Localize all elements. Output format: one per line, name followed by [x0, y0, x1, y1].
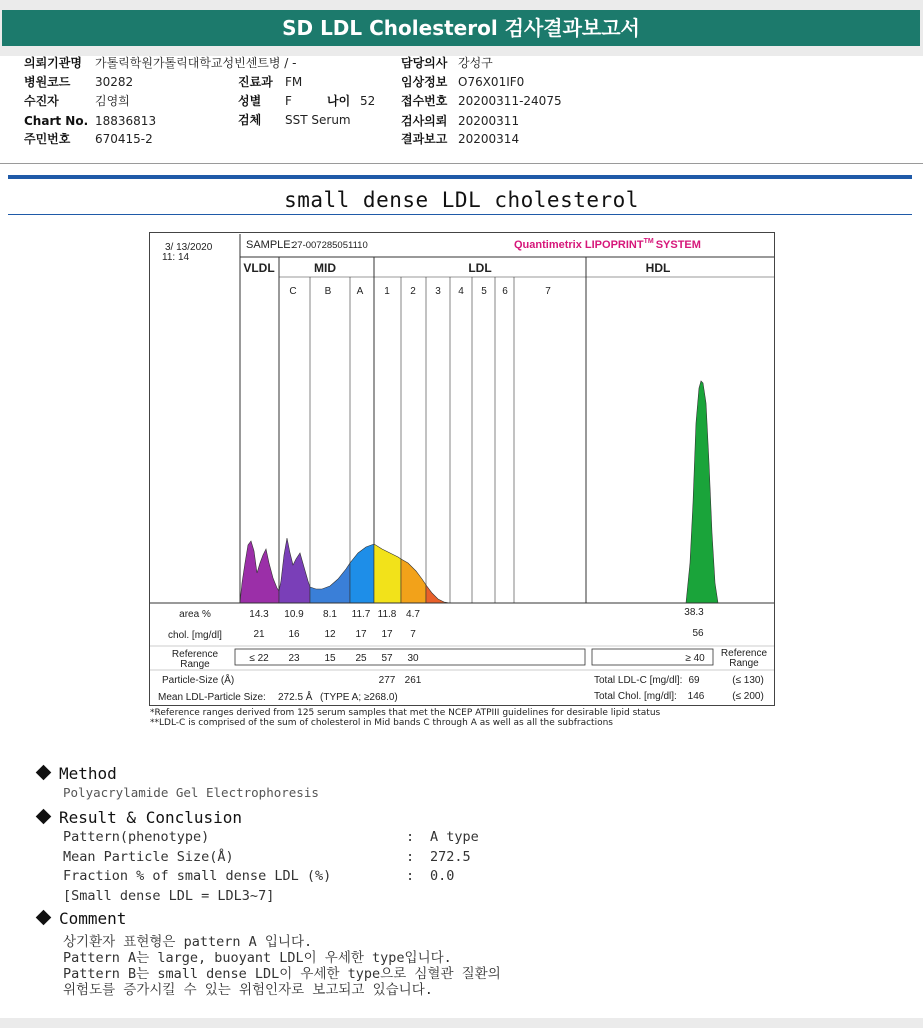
receipt-value: 20200311-24075	[458, 94, 562, 108]
patient-name-value: 김영희	[95, 94, 130, 108]
sex-label: 성별	[238, 94, 262, 108]
patient-name-label: 수진자	[24, 94, 59, 108]
table-cell: 7	[410, 629, 416, 640]
mid-a-peak	[350, 544, 374, 603]
dept-label: 진료과	[238, 75, 273, 89]
total-chol-label: Total Chol. [mg/dl]:	[594, 691, 677, 702]
method-text: Polyacrylamide Gel Electrophoresis	[63, 785, 319, 800]
sample-label: SAMPLE:	[246, 239, 294, 251]
result-note: [Small dense LDL = LDL3~7]	[63, 888, 275, 904]
clinical-value: O76X01IF0	[458, 75, 525, 89]
rrn-label: 주민번호	[24, 132, 71, 146]
band-group-label: LDL	[468, 261, 492, 275]
result-row-value: A type	[430, 829, 479, 845]
table-cell: 38.3	[684, 607, 704, 618]
brand-logo: Quantimetrix LIPOPRINT™ SYSTEM	[514, 238, 701, 251]
table-cell: ≤ 22	[249, 653, 269, 664]
doctor-label: 담당의사	[401, 56, 448, 70]
table-cell: 21	[253, 629, 265, 640]
ldl-band-label: 7	[545, 286, 551, 297]
table-cell: 30	[407, 653, 419, 664]
table-cell: 23	[288, 653, 300, 664]
table-cell: ≥ 40	[685, 653, 705, 664]
chol-label: chol. [mg/dl]	[168, 630, 222, 641]
table-cell: (TYPE A; ≥268.0)	[320, 692, 398, 703]
blue-rule-bottom	[8, 214, 912, 215]
ref-label: Range	[729, 658, 759, 669]
table-cell: 11.7	[351, 609, 371, 620]
comment-line: Pattern B는 small dense LDL이 우세한 type으로 심혈관 질환의	[63, 966, 501, 982]
hdl-peak	[686, 381, 718, 603]
result-heading: Result & Conclusion	[38, 808, 242, 827]
band-group-label: MID	[314, 261, 336, 275]
page-title: SD LDL Cholesterol 검사결과보고서	[2, 10, 920, 46]
ldl-band-label: 5	[481, 286, 487, 297]
area-label: area %	[179, 609, 211, 620]
report-date-label: 결과보고	[401, 132, 448, 146]
sample-id: 27-007285051110	[292, 240, 368, 251]
band-group-label: HDL	[645, 261, 671, 275]
chart-svg	[150, 233, 774, 705]
report-date-value: 20200314	[458, 132, 520, 146]
comment-line: 위험도를 증가시킬 수 있는 위험인자로 보고되고 있습니다.	[63, 982, 433, 998]
ldl3-tail	[426, 585, 450, 603]
chart-no-label: Chart No.	[24, 114, 89, 128]
report-title: small dense LDL cholesterol	[284, 188, 639, 212]
table-cell: 272.5 Å	[278, 692, 313, 703]
hospital-code-value: 30282	[95, 75, 134, 89]
diamond-bullet-icon	[36, 809, 52, 825]
ldl-band-label: 4	[458, 286, 464, 297]
table-cell: 146	[687, 691, 705, 702]
result-row-sep: :	[406, 868, 415, 884]
sex-value: F	[285, 94, 292, 108]
result-row-label: Fraction % of small dense LDL (%)	[63, 868, 332, 884]
result-row-sep: :	[406, 829, 415, 845]
age-label: 나이	[327, 94, 351, 108]
result-row-label: Mean Particle Size(Å)	[63, 849, 234, 865]
chart-date: 3/ 13/2020	[165, 242, 213, 253]
age-value: 52	[360, 94, 376, 108]
mid-band-label: C	[289, 286, 297, 297]
patient-info	[0, 0, 923, 160]
institution-value: 가톨릭학원가톨릭대학교성빈센트병 / -	[95, 56, 297, 70]
table-cell: 17	[355, 629, 367, 640]
diamond-bullet-icon	[36, 765, 52, 781]
ldl-band-label: 1	[384, 286, 390, 297]
chart-no-value: 18836813	[95, 114, 157, 128]
table-cell: 12	[324, 629, 336, 640]
table-cell: (≤ 130)	[732, 675, 764, 686]
info-divider	[0, 163, 923, 164]
ldl1-peak	[374, 544, 401, 603]
footnote-1: *Reference ranges derived from 125 serum samples that met the NCEP ATPIII guidelines for desirable lipid status	[150, 708, 661, 718]
comment-line: Pattern A는 large, buoyant LDL이 우세한 type입니다.	[63, 950, 452, 966]
table-cell: 261	[404, 675, 422, 686]
table-cell: 8.1	[323, 609, 337, 620]
dept-value: FM	[285, 75, 303, 89]
table-cell: 4.7	[406, 609, 420, 620]
ref-label: Range	[180, 659, 210, 670]
table-cell: 25	[355, 653, 367, 664]
chart-time: 11: 14	[162, 252, 190, 263]
band-group-label: VLDL	[243, 261, 275, 275]
result-row-value: 0.0	[430, 868, 455, 884]
mid-band-label: B	[324, 286, 332, 297]
table-cell: 56	[692, 628, 704, 639]
table-cell: 69	[688, 675, 700, 686]
result-row-sep: :	[406, 849, 415, 865]
comment-heading: Comment	[38, 909, 126, 928]
specimen-label: 검체	[238, 113, 262, 127]
mid-b-peak	[310, 563, 350, 603]
ref-label: Reference	[171, 649, 219, 660]
comment-line: 상기환자 표현형은 pattern A 입니다.	[63, 934, 313, 950]
particle-label: Particle-Size (Å)	[162, 675, 235, 686]
ldl-band-label: 2	[410, 286, 416, 297]
blue-rule-top	[8, 175, 912, 179]
table-cell: (≤ 200)	[732, 691, 764, 702]
table-cell: 57	[381, 653, 393, 664]
doctor-value: 강성구	[458, 56, 493, 70]
table-cell: 14.3	[249, 609, 269, 620]
footer-bar	[0, 1018, 923, 1028]
hospital-code-label: 병원코드	[24, 75, 71, 89]
mean-label: Mean LDL-Particle Size:	[158, 692, 266, 703]
result-row-value: 272.5	[430, 849, 471, 865]
receipt-label: 접수번호	[401, 94, 448, 108]
institution-label: 의뢰기관명	[24, 56, 82, 70]
table-cell: 15	[324, 653, 336, 664]
mid-c-peak	[279, 538, 310, 603]
diamond-bullet-icon	[36, 910, 52, 926]
clinical-label: 임상정보	[401, 75, 448, 89]
total-ldl-label: Total LDL-C [mg/dl]:	[594, 675, 683, 686]
rrn-value: 670415-2	[95, 132, 153, 146]
table-cell: 16	[288, 629, 300, 640]
ldl-band-label: 3	[435, 286, 441, 297]
ref-label: Reference	[720, 648, 768, 659]
request-date-value: 20200311	[458, 114, 520, 128]
electrophoresis-chart	[149, 232, 775, 706]
table-cell: 17	[381, 629, 393, 640]
ldl2-peak	[401, 559, 426, 603]
table-cell: 10.9	[284, 609, 304, 620]
table-cell: 277	[378, 675, 396, 686]
table-cell: 11.8	[377, 609, 397, 620]
ldl-band-label: 6	[502, 286, 508, 297]
vldl-peak	[240, 541, 279, 603]
request-date-label: 검사의뢰	[401, 114, 448, 128]
method-heading: Method	[38, 764, 117, 783]
mid-band-label: A	[356, 286, 364, 297]
footnote-2: **LDL-C is comprised of the sum of cholesterol in Mid bands C through A as well as all the subfractions	[150, 718, 613, 728]
specimen-value: SST Serum	[285, 113, 351, 127]
result-row-label: Pattern(phenotype)	[63, 829, 210, 845]
